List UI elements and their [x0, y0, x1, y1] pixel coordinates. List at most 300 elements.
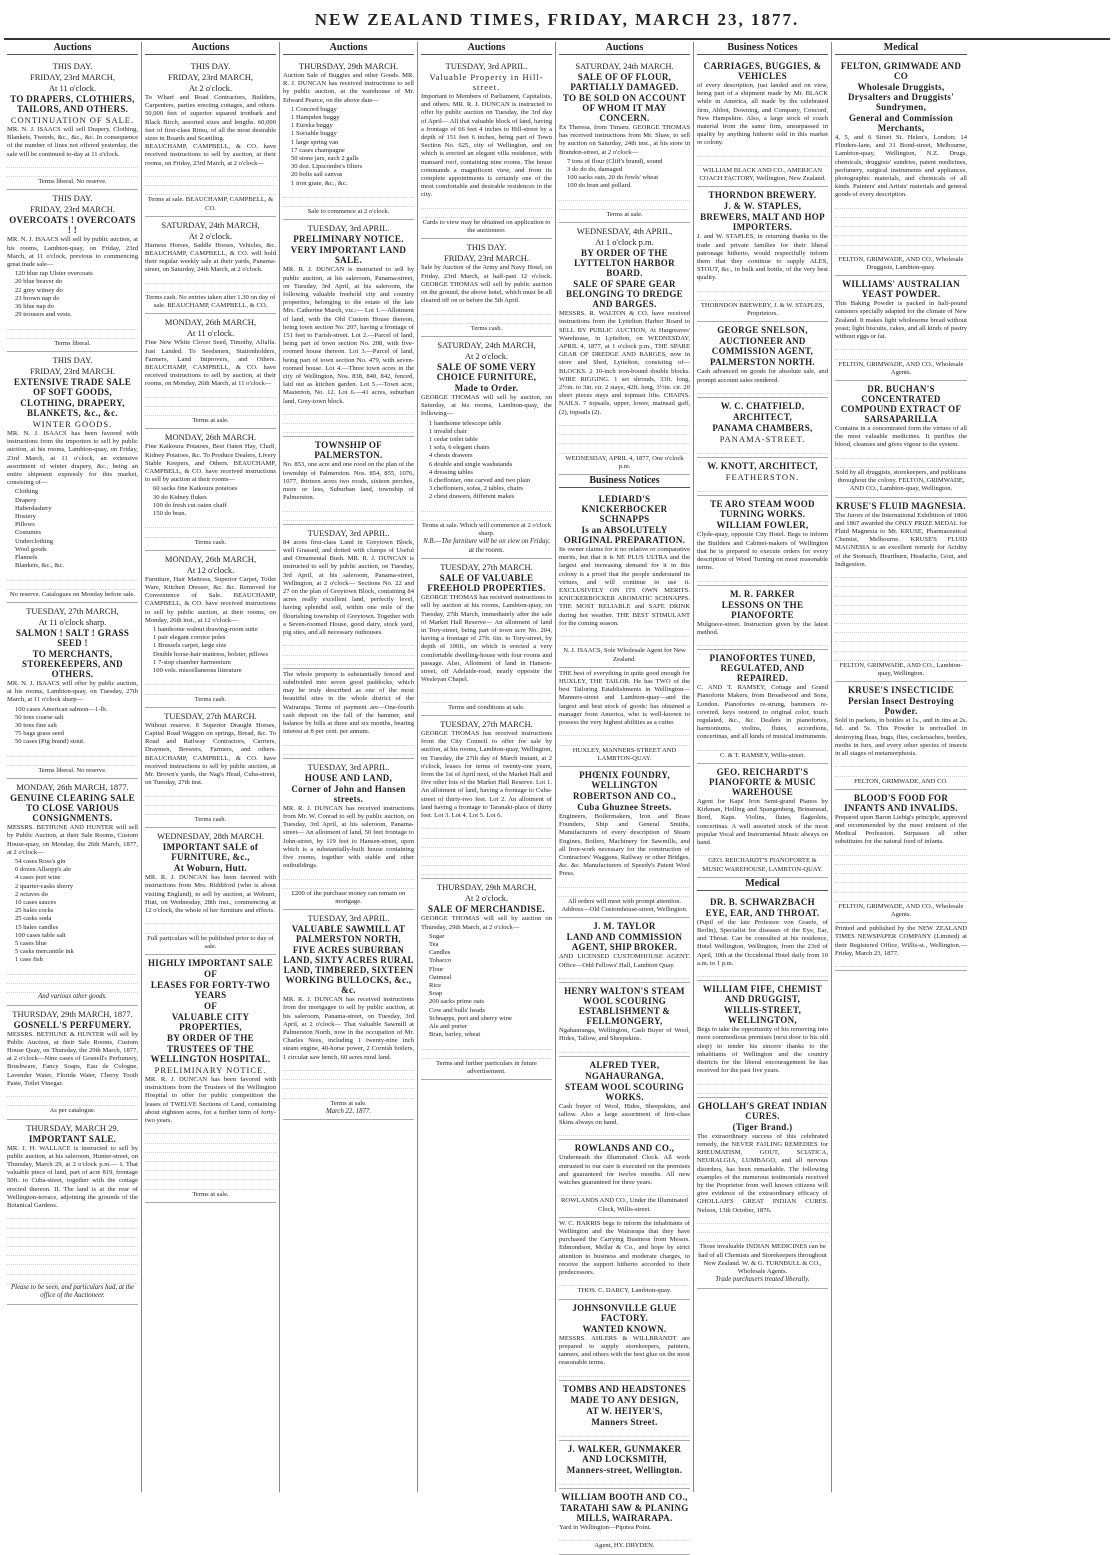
advertisement: [697, 981, 828, 1098]
advertisement: [835, 923, 967, 971]
column: [280, 42, 418, 1492]
text-line-placeholder: [559, 1367, 690, 1376]
advertisement: [7, 190, 138, 352]
ad-body-text: (Pupil of the late Professor von Graefe, of Berlin), Specialist for diseases of the Eye, Ear, and Throat. Can be consulted at his residence, Hotel Wellington, Wellington, from the 23rd of April, 10th at the Occidental Hotel daily from 10 a.m. to 1 p.m.: [697, 918, 828, 967]
ad-footnote: Trade purchasers treated liberally.: [715, 1276, 810, 1284]
text-line-placeholder: [7, 330, 138, 339]
advertisement: [7, 352, 138, 603]
text-line-placeholder: [421, 512, 552, 521]
text-line-placeholder: [145, 528, 276, 537]
ad-list-item: Clothing: [15, 488, 39, 496]
advertisement: [559, 58, 690, 223]
ad-list-item: 17 cases champagne: [291, 146, 345, 154]
ad-list-item: 60 sacks fine Kaikoura potatoes: [153, 485, 238, 493]
ad-body-text: To Wharf and Road Contractors, Builders, Carpenters, parties erecting cottages, and others. 50,000 feet of superior squared ironbark and Black Birch, assorted sizes and lengths. 60,000 feet of first-class Rimu, of all the most desirable sizes in Boards and Scantling.: [145, 94, 276, 143]
ad-title: SALE OF SOME VERY CHOICE FURNITURE,: [436, 362, 537, 383]
text-line-placeholder: [835, 459, 967, 468]
ad-list-item: 1 Eureka buggy: [291, 122, 333, 130]
ad-body-text: GEORGE THOMAS will sell by auction, on Saturday, at his rooms, Lambton-quay, the following—: [421, 394, 552, 418]
text-line-placeholder: [559, 1043, 690, 1052]
text-line-placeholder: [697, 283, 828, 292]
text-line-placeholder: [421, 1040, 552, 1049]
text-line-placeholder: [145, 398, 276, 407]
ad-title: HOUSE AND LAND,: [304, 772, 393, 783]
ad-signature: GEO. REICHARDT'S PIANOFORTE & MUSIC WAREHOUSE, LAMBTON-QUAY.: [702, 857, 823, 873]
ad-heading: MONDAY, 26th MARCH,: [164, 553, 257, 564]
text-line-placeholder: [421, 200, 552, 209]
advertisement: [145, 314, 276, 429]
advertisement: [697, 398, 828, 458]
ad-list-item: 30 doz. Lipscombe's filters: [291, 163, 363, 171]
ad-signature: No reserve. Catalogues on Monday before sale.: [9, 590, 136, 598]
ad-heading: MONDAY, 26th MARCH, 1877.: [16, 782, 129, 793]
ad-heading: At 2 o'clock.: [464, 893, 509, 904]
text-line-placeholder: [145, 389, 276, 398]
ad-list-item: 20 bolts sail canvas: [291, 171, 343, 179]
ad-title: GOSNELL'S PERFUMERY.: [13, 1019, 132, 1030]
ad-subtitle: Valuable Property in Hill-street.: [429, 72, 544, 92]
advertisement: [421, 58, 552, 239]
ad-body-text: MR. R. J. DUNCAN has received instructions from the mortgagee to sell by public auction, at his saleroom, Panama-street, on Tuesday, 3rd April, at 2 o'clock— That valuable Sawmill at Palmerston North, now in the occupation of Mr. Charles Nees, including 1 twenty-nine inch steam engine, 40-horse power, 2 Cornish boilers, 1 circular saw bench, 60 acres rural land.: [283, 996, 414, 1061]
text-line-placeholder: [697, 157, 828, 166]
ad-title: GENUINE CLEARING SALE TO CLOSE VARIOUS CONSIGNMENTS.: [10, 793, 135, 824]
ad-body-text: Ex Theresa, from Timaru. GEORGE THOMAS has received instructions from Mr. Shaw, to sell by auction on Saturday, 24th inst., at his store in Brandon-street, at 2 o'clock—: [559, 124, 690, 156]
advertisement: [559, 767, 690, 918]
ad-list-item: 1 large spring van: [291, 138, 339, 146]
ad-title: LESSONS ON THE PIANOFORTE: [721, 599, 804, 620]
ad-title: TOWNSHIP OF PALMERSTON.: [314, 440, 383, 461]
text-line-placeholder: [283, 637, 414, 646]
text-line-placeholder: [835, 587, 967, 596]
ad-body-text: Agent for Kaps' Iron Semi-grand Pianos by Kirkman, Holling and Spangenberg, Brinsmead, Bord, Kaps. Violins, flutes, flageolets, concertinas. A well assorted stock of the most popular Vocal and Instrumental Music always on hand.: [697, 797, 828, 846]
advertisement: [559, 1300, 690, 1381]
ad-heading: THIS DAY.: [190, 61, 231, 71]
ad-heading: TUESDAY, 3rd APRIL.: [307, 223, 390, 234]
ad-list-item: Drapery: [15, 496, 37, 504]
ad-list-item: 100 vols. miscellaneous literature: [153, 667, 242, 675]
ad-heading: SATURDAY, 24th MARCH,: [437, 340, 536, 351]
text-line-placeholder: [283, 746, 414, 755]
ad-list-item: 100 cases table salt: [15, 931, 66, 939]
ad-body-text: Underneath the Illuminated Clock. All work entrusted to our care is executed on the premises and guaranteed for twelve months. All new watches guaranteed for three years.: [559, 1154, 690, 1187]
text-line-placeholder: [7, 1265, 138, 1274]
ad-list-item: 3 do do do, damaged: [567, 166, 623, 174]
text-line-placeholder: [7, 984, 138, 993]
ad-body-text: Auction Sale of Buggies and other Goods. MR. R. J. DUNCAN has received instructions to sell by public auction, at the warehouse of Mr. Edward Pearce, on the above date—: [283, 72, 414, 104]
ad-title: TARATAHI SAW & PLANING MILLS, WAIRARAPA.: [560, 1503, 689, 1523]
ad-title: BY ORDER OF THE: [167, 1032, 254, 1043]
text-line-placeholder: [697, 385, 828, 394]
text-line-placeholder: [7, 1238, 138, 1247]
text-line-placeholder: [697, 847, 828, 856]
ad-list-item: 150 do bran.: [153, 510, 187, 517]
text-line-placeholder: [835, 874, 967, 883]
ad-heading: FRIDAY, 23rd MARCH,: [167, 72, 254, 82]
ad-title: General and Commission Merchants,: [848, 113, 954, 133]
column-heading: Auctions: [559, 42, 690, 55]
newspaper-columns: [4, 42, 1110, 1550]
ad-list-item: Underclothing: [15, 537, 54, 545]
text-line-placeholder: [835, 767, 967, 776]
ad-title: WILLIAM FOWLER,: [716, 520, 809, 531]
ad-title: J. & W. STAPLES,: [723, 201, 802, 212]
text-line-placeholder: [283, 406, 414, 415]
text-line-placeholder: [145, 806, 276, 815]
column: [694, 42, 832, 1492]
ad-title: FELTON, GRIMWADE AND CO: [840, 61, 962, 81]
text-line-placeholder: [145, 186, 276, 195]
ad-signature: Terms cash. No entries taken after 1.30 on day of sale. BEAUCHAMP, CAMPBELL, & CO.: [145, 293, 276, 310]
advertisement: [145, 955, 276, 1203]
ad-heading: THIS DAY.: [52, 193, 93, 204]
advertisement: [697, 764, 828, 878]
text-line-placeholder: [283, 656, 414, 665]
ad-footnote: Please to be seen, and particulars had, at the office of the Auctioneer.: [10, 1283, 135, 1300]
text-line-placeholder: [559, 637, 690, 646]
advertisement: [559, 1381, 690, 1441]
text-line-placeholder: [835, 652, 967, 661]
text-line-placeholder: [559, 201, 690, 210]
ad-title: AUCTIONEER AND COMMISSION AGENT,: [711, 336, 814, 357]
column-heading: Medical: [835, 42, 967, 55]
ad-title: Cuba Ghuznee Streets.: [577, 802, 672, 813]
ad-heading: THIS DAY.: [466, 242, 507, 253]
ad-signature: Terms cash.: [470, 324, 503, 332]
ad-title: GHOLLAH'S GREAT INDIAN CURES.: [697, 1100, 828, 1121]
text-line-placeholder: [145, 275, 276, 284]
column: [4, 42, 142, 1492]
ad-item-list: [15, 858, 138, 965]
ad-body-text: Sold in packets, in bottles at 1s., and in tins at 2s. 6d. and 5s. This Powder is unrivalled in destroying fleas, bugs, flies, cockroaches, beetles, moths in furs, and every other species of insects in all stages of metamorphosis.: [835, 717, 967, 758]
advertisement: [835, 276, 967, 381]
text-line-placeholder: [835, 569, 967, 578]
ad-body-text: MESSRS. BETHUNE & HUNTER will sell by Public Auction, at their Sale Rooms, Custom House Quay, on Thursday, the 29th March, 1877, at 2 o'clock—Nine cases of Gosnell's Perfumery, Brushware, Fancy Soaps, Eau de Cologne, Lavender Water, Florida Water, Cherry Tooth Paste, Toilet Vinegar.: [7, 1030, 138, 1087]
ad-list-item: Candles: [429, 949, 451, 957]
ad-title: GEORGE SNELSON,: [717, 325, 808, 336]
text-line-placeholder: [283, 1062, 414, 1071]
text-line-placeholder: [697, 483, 828, 492]
ad-title: OF: [203, 968, 218, 979]
text-line-placeholder: [283, 1071, 414, 1080]
ad-title: SALE OF OF FLOUR, PARTIALLY DAMAGED.: [570, 72, 679, 92]
ad-body-text: GEORGE THOMAS has received instructions from the City Council to offer for sale by auction, at his rooms, Lambton-quay, Wellington, on Tuesday, the 27th day of March instant, at 2 o'clock, leases for terms of twenty-one years, from the 1st of April next, of the Market Hall and five other lots of the Market Hall Reserve. Lot 1. An allotment of land, having a frontage to Cuba-street of thirty-two feet. Lot 2. An allotment of land having a frontage to Taranaki-place of thirty feet. Lot 3. Lot 4. Lot 5. Lot 6.: [421, 730, 552, 820]
ad-body-text: Furniture, Hair Mattress, Superior Carpet, Toilet Ware, Kitchen Dresser, &c. &c. Removed for Convenience of Sale. BEAUCHAMP, CAMPBELL, & CO. have received instructions to sell by public auction, at their rooms, on Monday, 26th inst., at 12 o'clock—: [145, 575, 276, 624]
ad-title: IMPORTANT SALE of FURNITURE, &c.,: [162, 842, 259, 863]
ad-list-item: 200 sacks prime oats: [429, 998, 485, 1006]
ad-signature: Cards to view may be obtained on application to the auctioneer.: [422, 219, 551, 235]
text-line-placeholder: [7, 1097, 138, 1106]
text-line-placeholder: [283, 1080, 414, 1089]
ad-title: Manners Street.: [591, 1416, 658, 1427]
ad-heading: WEDNESDAY, 28th MARCH.: [157, 831, 264, 842]
masthead-rule: [4, 38, 1110, 40]
ad-heading: At 2 o'clock.: [188, 230, 233, 241]
ad-list-item: 6 double and single washstands: [429, 460, 513, 468]
ad-list-item: 25 casks soda: [15, 915, 52, 923]
ad-list-item: 1 Brussels carpet, large size: [153, 642, 227, 650]
ad-list-item: 100 do fresh cut oaten chaff: [153, 501, 227, 509]
text-line-placeholder: [835, 450, 967, 459]
ad-list-item: 100 do bran and pollard.: [567, 182, 632, 190]
ad-list-item: Blankets, &c., &c.: [15, 562, 65, 570]
ad-body-text: Cash buyer of Wool, Hides, Sheepskins, and tallow. Also a large assortment of first-class Skins always on hand.: [559, 1102, 690, 1127]
advertisement: [283, 910, 414, 1120]
ad-body-text: MR. J. H. WALLACE is instructed to sell by public auction, at his saleroom, Hunter-street, on Thursday, March 29, at 2 o'clock p.m.— I. That valuable piece of land, part of acre 819, frontage 50ft. to Cuba-street, together with the cottage erected thereon. II. The land is at the rear of Wellington-terrace, adjoining the grounds of the Botanical Gardens.: [7, 1144, 138, 1210]
advertisement: [697, 187, 828, 322]
ad-list-item: 2 chest drawers, different makes: [429, 493, 515, 501]
text-line-placeholder: [835, 642, 967, 651]
text-line-placeholder: [697, 148, 828, 157]
ad-list-item: 30 do Kidney flukes: [153, 493, 207, 501]
ad-signature: C. & T. RAMSEY, Willis-street.: [720, 751, 805, 759]
ad-title: ROBERTSON AND CO.,: [572, 791, 677, 802]
text-line-placeholder: [145, 1144, 276, 1153]
text-line-placeholder: [835, 893, 967, 902]
ad-title: PRELIMINARY NOTICE.: [293, 234, 404, 245]
ad-heading: MONDAY, 26th MARCH.: [164, 432, 257, 443]
ad-list-item: 1 7-stop chamber harmonium: [153, 658, 231, 666]
ad-title: STEAM WOOL SCOURING WORKS.: [564, 1081, 685, 1102]
ad-signature: Terms at sale. BEAUCHAMP, CAMPBELL, & CO.: [147, 196, 274, 212]
ad-list-item: 1 pair elegant cornice poles: [153, 634, 226, 642]
text-line-placeholder: [697, 1075, 828, 1084]
advertisement: [697, 458, 828, 496]
ad-body-text: Harness Horses, Saddle Horses, Vehicles, &c. BEAUCHAMP, CAMPBELL, & CO. will hold their regular weekly sale at their yards, Panama-street, on Saturday, 24th March, at 2 o'clock.: [145, 241, 276, 274]
advertisement: [559, 1218, 690, 1300]
column-heading: Business Notices: [697, 42, 828, 55]
ad-body-text: Without reserve. 8 Superior Draught Horses, Capital Road Waggon on springs, Bread, &c. To Road and Railway Contractors, Carriers, Draymen, Brewers, Farmers, and others. BEAUCHAMP, CAMPBELL, & CO. have received instructions to sell by public auction, at Mr. Brown's yards, the Nag's Head, Cuba-street, on Tuesday, 27th inst.: [145, 721, 276, 787]
ad-heading: FRIDAY, 23rd MARCH.: [29, 204, 116, 215]
advertisement: [145, 429, 276, 550]
ad-list-item: 15 bales candles: [15, 923, 59, 931]
ad-signature: Terms liberal.: [54, 339, 91, 347]
ad-heading: WEDNESDAY, 4th APRIL,: [576, 226, 673, 237]
ad-list-item: 54 cases Ross's gin: [15, 858, 66, 866]
ad-title: PANAMA CHAMBERS,: [712, 423, 813, 433]
ad-title: TO DRAPERS, CLOTHIERS, TAILORS, AND OTHERS.: [10, 94, 135, 114]
text-line-placeholder: [145, 1180, 276, 1189]
ad-heading: THIS DAY.: [52, 61, 93, 71]
ad-title: GEO. REICHARDT'S PIANOFORTE & MUSIC WAREHOUSE: [708, 766, 817, 797]
ad-signature: Terms and further particulars in future advertisement.: [436, 1059, 537, 1076]
advertisement: [145, 828, 276, 955]
text-line-placeholder: [145, 1153, 276, 1162]
ad-list-item: Pillows: [15, 521, 35, 529]
ad-title: M. R. FARKER: [730, 588, 795, 599]
ad-signature: FELTON, GRIMWADE, AND CO., Wholesale Agents.: [838, 360, 964, 376]
text-line-placeholder: [421, 820, 552, 829]
ad-body-text: Sale by Auction of the Army and Navy Hotel, on Friday, 23rd March, at half-past 12 o'clock. GEORGE THOMAS will sell by public auction on the ground, the above hotel, which must be all cleared off on or before the 5th April.: [421, 264, 552, 305]
ad-signature: Terms cash.: [194, 695, 227, 703]
text-line-placeholder: [145, 1162, 276, 1171]
ad-title: HIGHLY IMPORTANT SALE: [147, 957, 273, 968]
ad-body-text: GEORGE THOMAS has received instructions to sell by auction at his rooms, Lambton-quay, on Tuesday, 27th March, immediately after the sale of Market Hall Reserve— An allotment of land in Tory-street, being part of town acre No. 204, having a frontage of 27ft. 6in. to Tory-street, by depth of 100ft., on which is erected a very comfortable dwelling-house with four rooms and passage. Also, Allotment of land in Hanson-street, off Adelaide-road, nearly opposite the Wesleyan Chapel.: [421, 594, 552, 684]
ad-body-text: MESSRS. AHLERS & WILLBRANDT are prepared to supply storekeepers, painters, tanners, and others with the best glue on the most reasonable terms.: [559, 1334, 690, 1367]
text-line-placeholder: [835, 633, 967, 642]
text-line-placeholder: [421, 839, 552, 848]
ad-list-item: 20 blue beaver do: [15, 278, 63, 286]
ad-list-item: 75 bags grass seed: [15, 730, 64, 738]
ad-title: SALE OF MERCHANDISE.: [428, 904, 545, 915]
ad-list-item: Flannels: [15, 554, 38, 562]
text-line-placeholder: [559, 1476, 690, 1485]
ad-signature: £200 of the purchase money can remain on mortgage.: [291, 889, 406, 906]
ad-list-item: Sugar: [429, 932, 445, 940]
column-heading: Auctions: [7, 42, 138, 55]
advertisement: [559, 668, 690, 767]
ad-heading: TUESDAY, 27th MARCH.: [164, 710, 257, 721]
advertisement: [145, 551, 276, 708]
ad-item-list: [15, 488, 138, 570]
ad-list-item: 6 cheffonier, one carved and two plain: [429, 477, 531, 485]
ad-list-item: Haberdashery: [15, 504, 52, 512]
ad-title: BY ORDER OF THE LYTTELTON HARBOR BOARD.: [574, 248, 675, 279]
newspaper-title: NEW ZEALAND TIMES, FRIDAY, MARCH 23, 1877.: [314, 10, 800, 29]
text-line-placeholder: [697, 292, 828, 301]
advertisement: [835, 58, 967, 276]
text-line-placeholder: [7, 1256, 138, 1265]
ad-title: DR. BUCHAN'S CONCENTRATED COMPOUND EXTRACT OF SARSAPARILLA: [840, 383, 962, 424]
ad-heading: THIS DAY.: [52, 355, 93, 365]
text-line-placeholder: [559, 417, 690, 426]
ad-subtitle: FEATHERSTON.: [725, 472, 800, 483]
advertisement: [283, 525, 414, 669]
ad-signature: Terms at sale. Which will commence at 2 o'clock sharp.: [421, 522, 552, 538]
ad-signature: FELTON, GRIMWADE, AND CO.: [854, 777, 948, 785]
text-line-placeholder: [835, 236, 967, 245]
text-line-placeholder: [559, 1127, 690, 1136]
ad-list-item: Tea: [429, 941, 439, 949]
ad-title: Manners-street, Wellington.: [566, 1464, 683, 1475]
text-line-placeholder: [559, 628, 690, 637]
ad-signature: Terms and conditions at sale.: [448, 703, 525, 711]
text-line-placeholder: [145, 1171, 276, 1180]
ad-subtitle: CONTINUATION OF SALE.: [10, 115, 135, 125]
ad-title: (Tiger Brand.): [732, 1121, 793, 1132]
text-line-placeholder: [559, 888, 690, 897]
ad-title: IMPORTANT SALE.: [28, 1133, 117, 1144]
advertisement: [421, 337, 552, 559]
text-line-placeholder: [559, 1532, 690, 1541]
ad-title: SALE OF VALUABLE FREEHOLD PROPERTIES.: [427, 573, 546, 594]
ad-title: HENRY WALTON'S STEAM WOOL SCOURING ESTABLISHMENT & FELLMONGERY,: [564, 986, 685, 1027]
ad-list-item: Double horse-hair mattress, bolster, pillows: [153, 650, 269, 658]
ad-heading: At 1 o'clock p.m.: [595, 237, 654, 248]
ad-title: VALUABLE SAWMILL AT PALMERSTON NORTH,: [291, 924, 406, 945]
ad-body-text: MESSRS. BETHUNE AND HUNTER will sell by Public Auction, at their Sale Rooms, Custom House-quay, on Monday, the 26th March, 1877, at 2 o'clock—: [7, 824, 138, 856]
ad-title: EYE, EAR, AND THROAT.: [705, 907, 820, 918]
ad-body-text: THE best of everything in quite good enough for HUXLEY, THE TAILOR. He has TWO of the best Tailoring Establishments in Wellington—Manners-street and Lambton-quay—and the largest and best stock of goods; has obtained a manager from America, who is well-known to possess the very highest abilities as a cutter.: [559, 669, 690, 727]
advertisement: [697, 1098, 828, 1289]
ad-item-list: [153, 485, 276, 518]
text-line-placeholder: [835, 350, 967, 359]
column: [556, 42, 694, 1550]
advertisement: [421, 239, 552, 337]
ad-list-item: Oatmeal: [429, 973, 452, 981]
text-line-placeholder: [835, 758, 967, 767]
text-line-placeholder: [7, 1229, 138, 1238]
ad-list-item: Soap: [429, 990, 443, 998]
text-line-placeholder: [7, 1219, 138, 1228]
ad-title: BREWERS, MALT AND HOP IMPORTERS.: [700, 212, 825, 233]
section-heading: Business Notices: [559, 475, 690, 488]
ad-item-list: [153, 626, 276, 675]
ad-list-item: 100 sacks oats, 20 do fowls' wheat: [567, 174, 659, 182]
ad-title: DR. B. SCHWARZBACH: [710, 896, 815, 907]
ad-body-text: Mulgrave-street. Instruction given by the latest method.: [697, 620, 828, 636]
ad-body-text: MR. R. J. DUNCAN has been favored with instructions from Mrs. Riddiford (who is about visiting England), to sell by auction, at Woburn, Hutt, on Wednesday, 28th inst., commencing at 12 o'clock, the whole of her furniture and effects.: [145, 874, 276, 914]
ad-list-item: 50 cases (Pig brand) stout.: [15, 738, 85, 746]
column: [142, 42, 280, 1492]
ad-heading: TUESDAY, 3rd APRIL.: [307, 761, 390, 772]
text-line-placeholder: [7, 581, 138, 590]
ad-heading: FRIDAY, 23rd MARCH.: [29, 366, 116, 376]
ad-title: SALE OF SPARE GEAR BELONGING TO DREDGE AND BARGES.: [566, 279, 683, 310]
ad-signature: Terms liberal. No reserve.: [38, 767, 107, 775]
ad-body-text: Ngahauranga, Wellington, Cash Buyer of Wool, Hides, Tallow, and Sheepskins.: [559, 1027, 690, 1043]
ad-footnote: And various other goods.: [38, 993, 107, 1001]
ad-title: J. WALKER, GUNMAKER AND LOCKSMITH,: [567, 1443, 682, 1464]
text-line-placeholder: [283, 415, 414, 424]
advertisement: [559, 983, 690, 1057]
text-line-placeholder: [559, 192, 690, 201]
advertisement: [559, 1140, 690, 1217]
ad-list-item: Ale and porter: [429, 1023, 468, 1031]
ad-title: THORNDON BREWERY.: [708, 190, 817, 201]
column: [832, 42, 970, 1492]
ad-heading: At 11 o'clock.: [48, 83, 97, 93]
ad-heading: MONDAY, 26th MARCH,: [164, 317, 257, 328]
ad-signature: THOS. C. DARCY, Lambton-quay.: [577, 1287, 672, 1295]
ad-list-item: 4 dressing tables: [429, 468, 473, 476]
advertisement: [559, 491, 690, 668]
text-line-placeholder: [283, 198, 414, 207]
ad-title: WILLIS-STREET, WELLINGTON,: [723, 1005, 802, 1026]
ad-body-text: 4, 5, and 6 Street St. Helen's, London; 14 Flinders-lane, and 31 Bond-street, Melbourne, Lambton-quay, Wellington, N.Z. Drugs, chemicals, druggists' sundries, patent medicines, perfumery, surgical instruments and appliances, photographic materials, and chemicals of all kinds. Painters' and Artists' materials and general goods of every description.: [835, 134, 967, 199]
ad-title: JOHNSONVILLE GLUE FACTORY.: [572, 1302, 677, 1323]
ad-list-item: Bran, barley, wheat: [429, 1031, 481, 1039]
ad-body-text: Fine Kaikoura Potatoes, Best Oaten Hay, Chaff, Kidney Potatoes, &c. To Produce Dealers, Livery Stable Keepers, and Others. BEAUCHAMP, CAMPBELL, & CO. have received instructions to sell by auction at their rooms—: [145, 443, 276, 484]
ad-heading: THURSDAY, 29th MARCH,: [436, 882, 537, 893]
ad-heading: SATURDAY, 24th MARCH.: [575, 61, 674, 71]
ad-body-text: MR. R. J. DUNCAN has received instructions from Mr. W. Conrad to sell by public auction, on Tuesday, 3rd April, at his saleroom, Panama-street— An allotment of land, 50 feet frontage to John-street, by 119 feet to Hansen-street, upon which is a substantially-built house containing five rooms, together with stable and other outbuildings.: [283, 804, 414, 870]
text-line-placeholder: [835, 578, 967, 587]
ad-list-item: 29 trousers and vests.: [15, 311, 72, 319]
ad-signature: HUXLEY, MANNERS-STREET AND LAMBTON-QUAY.: [572, 746, 677, 762]
ad-body-text: Important to Members of Parliament, Capitalists, and others. MR. R. J. DUNCAN is instructed to offer by public auction on Tuesday, the 3rd day of April— All that valuable block of land, having a frontage of 66 feet 4 inches to Hill-street by a depth of 151 feet 6 inches, being part of Town Section No. 625, city of Wellington, and on which is erected an elegant villa residence, with mansard roof, containing nine rooms. The house commands a magnificent view, and from its complete appointments is certainly one of the most comfortable and desirable residences in the city.: [421, 93, 552, 199]
ad-item-list: [429, 933, 552, 1040]
ad-title: KRUSE'S FLUID MAGNESIA.: [836, 500, 966, 511]
ad-title: OF: [203, 1000, 218, 1011]
advertisement: [7, 779, 138, 1005]
ad-body-text: Printed and published by the NEW ZEALAND TIMES NEWSPAPER COMPANY (Limited) at their Registered Office, Willis-st., Wellington.—Friday, March 23, 1877.: [835, 925, 967, 957]
text-line-placeholder: [7, 571, 138, 580]
ad-body-text: 84 acres first-class Land in Greytown Block, well Grassed, and dotted with clumps of Useful and Ornamental Bush. MR. R. J. DUNCAN is instructed to sell by public auction, on Tuesday, 3rd April, at his saleroom, Panama-street, Wellington, at 2 o'clock— Sections No. 22 and 27 on the plan of Greytown Block, containing 84 acres really excellent land, perfectly level, having splendid soil, within one mile of the flourishing township of Greytown. Together with a Seven-roomed House, good dairy, stock yard, pig sties, and all necessary outhouses.: [283, 538, 414, 637]
ad-signature: FELTON, GRIMWADE, AND CO., Wholesale Druggists, Lambton-quay.: [838, 255, 964, 271]
advertisement: [421, 879, 552, 1080]
ad-signature: Terms liberal. No reserve.: [38, 178, 107, 186]
ad-signature: Sold by all druggists, storekeepers, and publicans throughout the colony. FELTON, GRIMWADE, AND CO., Lambton-quay, Wellington.: [835, 468, 967, 493]
ad-signature: FELTON, GRIMWADE, AND CO., Wholesale Agents.: [838, 902, 964, 918]
ad-heading: TUESDAY, 3rd APRIL.: [307, 527, 390, 538]
text-line-placeholder: [145, 284, 276, 293]
ad-list-item: 1 case fish: [15, 956, 43, 964]
ad-signature: Terms at sale.: [192, 417, 229, 425]
ad-heading: TUESDAY, 27th MARCH,: [26, 606, 119, 617]
ad-body-text: Prepared upon Baron Liebig's principle, approved and recommended by the most eminent of the Medical Profession. Surpasses all other substitutes for the natural food of infants.: [835, 813, 967, 846]
text-line-placeholder: [7, 159, 138, 168]
text-line-placeholder: [145, 1134, 276, 1143]
